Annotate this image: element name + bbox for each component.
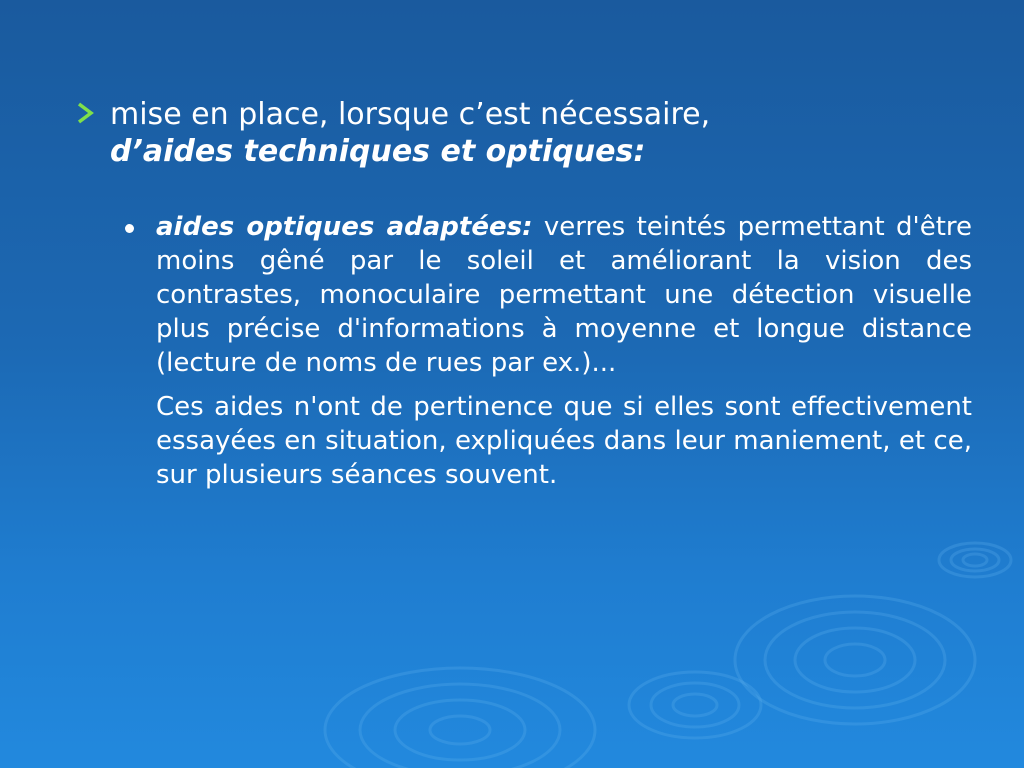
bullet-point-1-text: mise en place, lorsque c’est nécessaire, (110, 97, 711, 132)
sub-bullet-paragraph-1 (156, 210, 972, 380)
sub-bullet-point (156, 210, 972, 492)
bullet-point-1 (72, 96, 972, 170)
dot-bullet-icon (125, 224, 134, 233)
sub-bullet-paragraph-2: Ces aides n'ont de pertinence que si elles sont effectivement essayées en situation, expliquées dans leur maniement, et ce, sur plusieurs séances souvent. (156, 392, 972, 490)
bullet-point-1-emphasis: d’aides techniques et optiques (110, 134, 634, 169)
sub-bullet-text: verres teintés permettant d'être moins gêné par le soleil et améliorant la vision des contrastes, monoculaire permettant une détection visuelle plus précise d'informations à moyenne et longue distance (lecture de noms de rues par ex.)... (156, 212, 973, 378)
slide-content (72, 96, 972, 492)
arrow-bullet-icon (76, 100, 96, 126)
sub-bullet-label-suffix: : (522, 212, 533, 242)
sub-bullet-label: aides optiques adaptées (156, 212, 523, 242)
bullet-point-1-suffix: : (633, 134, 646, 169)
